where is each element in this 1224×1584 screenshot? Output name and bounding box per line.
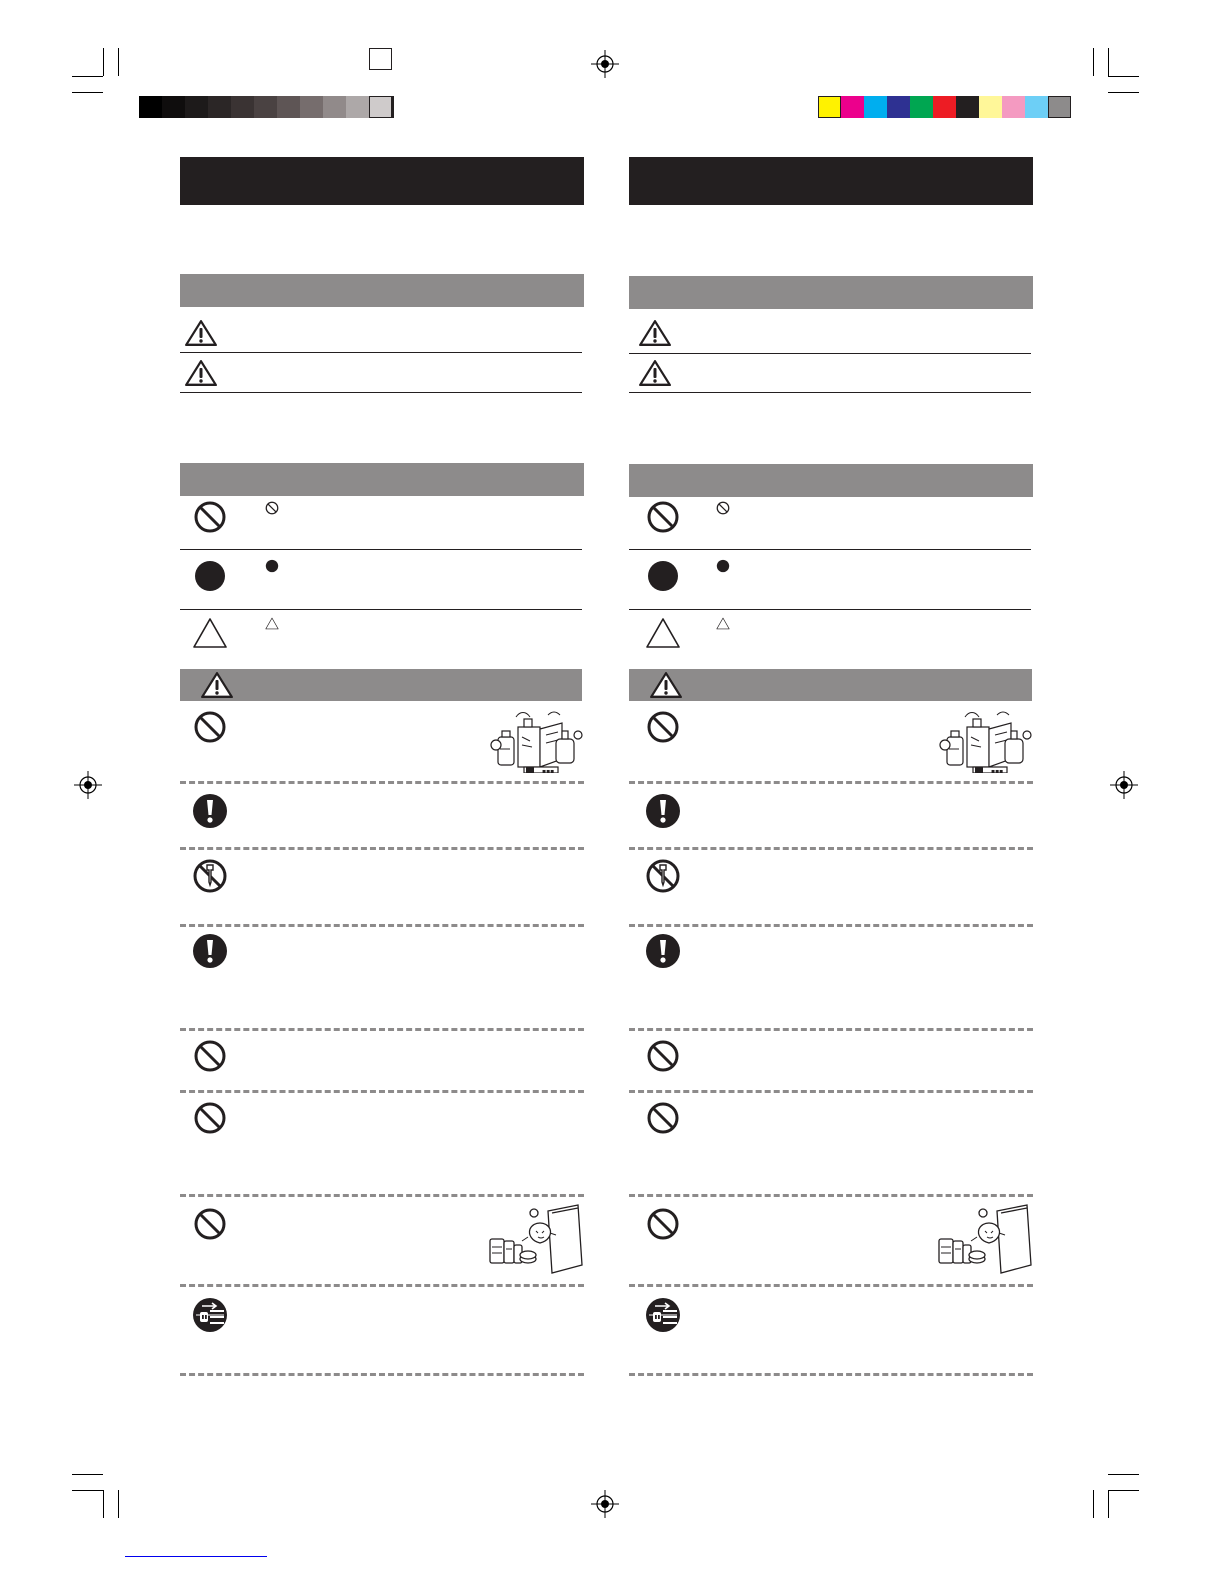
prohibition-icon — [193, 1101, 227, 1135]
registration-mark-icon — [74, 771, 102, 799]
grey-swatch — [185, 96, 208, 118]
row-divider — [629, 353, 1031, 354]
red-swatch — [933, 96, 956, 118]
grey-swatch — [323, 96, 346, 118]
prohibition-small-icon — [265, 501, 279, 515]
prohibition-icon — [646, 500, 680, 534]
grey-swatch — [277, 96, 300, 118]
grey-swatch — [1048, 96, 1071, 118]
item-divider — [629, 1194, 1033, 1197]
item-divider — [629, 847, 1033, 850]
row-divider — [629, 392, 1031, 393]
prohibition-icon — [193, 1039, 227, 1073]
chemicals-illustration — [937, 709, 1033, 773]
caution-header-bar — [180, 669, 582, 701]
fridge-illustration — [931, 1203, 1035, 1275]
mandatory-dot-icon — [646, 559, 680, 593]
prohibition-small-icon — [716, 501, 730, 515]
row-divider — [180, 392, 582, 393]
prohibition-icon — [193, 710, 227, 744]
item-divider — [629, 781, 1033, 784]
warning-triangle-icon — [200, 671, 234, 699]
magenta-swatch — [841, 96, 864, 118]
grey-swatch — [162, 96, 185, 118]
row-divider — [629, 609, 1031, 610]
mandatory-dot-small-icon — [265, 559, 279, 573]
prohibition-icon — [193, 500, 227, 534]
item-divider — [180, 1284, 584, 1287]
green-swatch — [910, 96, 933, 118]
section-header-bar — [629, 276, 1033, 309]
light-yellow-swatch — [979, 96, 1002, 118]
caution-triangle-icon — [645, 617, 681, 649]
cyan-swatch — [864, 96, 887, 118]
mandatory-dot-small-icon — [716, 559, 730, 573]
yellow-swatch — [818, 96, 841, 118]
warning-triangle-icon — [184, 359, 218, 387]
section-header-bar — [180, 274, 584, 307]
caution-triangle-icon — [192, 617, 228, 649]
column-title-bar — [180, 157, 584, 205]
white-swatch — [369, 48, 392, 70]
warning-triangle-icon — [649, 671, 683, 699]
item-divider — [180, 847, 584, 850]
grey-swatch — [369, 96, 392, 118]
unplug-icon — [192, 1297, 228, 1333]
item-divider — [629, 1028, 1033, 1031]
item-divider — [629, 1284, 1033, 1287]
grey-swatch — [208, 96, 231, 118]
exclamation-icon — [192, 933, 228, 969]
color-swatch-strip — [818, 48, 1072, 70]
blue-swatch — [887, 96, 910, 118]
row-divider — [629, 549, 1031, 550]
row-divider — [180, 609, 582, 610]
column-title-bar — [629, 157, 1033, 205]
grey-swatch — [231, 96, 254, 118]
item-divider — [629, 1090, 1033, 1093]
warning-triangle-icon — [638, 319, 672, 347]
caution-triangle-small-icon — [716, 617, 730, 630]
exclamation-icon — [645, 793, 681, 829]
no-disassembly-icon — [645, 858, 681, 894]
warning-triangle-icon — [638, 359, 672, 387]
grey-swatch-strip — [139, 48, 393, 70]
warning-triangle-icon — [184, 319, 218, 347]
item-divider — [629, 924, 1033, 927]
caution-header-bar — [629, 669, 1032, 701]
item-divider — [180, 1194, 584, 1197]
registration-mark-icon — [591, 50, 619, 78]
row-divider — [180, 352, 582, 353]
mandatory-dot-icon — [193, 559, 227, 593]
grey-swatch — [300, 96, 323, 118]
exclamation-icon — [192, 793, 228, 829]
grey-swatch — [346, 96, 369, 118]
row-divider — [180, 549, 582, 550]
registration-mark-icon — [1110, 771, 1138, 799]
item-divider — [180, 1090, 584, 1093]
prohibition-icon — [193, 1207, 227, 1241]
caution-triangle-small-icon — [265, 617, 279, 630]
section-header-bar — [629, 464, 1033, 497]
prohibition-icon — [646, 1207, 680, 1241]
no-disassembly-icon — [192, 858, 228, 894]
light-cyan-swatch — [1025, 96, 1048, 118]
exclamation-icon — [645, 933, 681, 969]
chemicals-illustration — [488, 709, 584, 773]
unplug-icon — [645, 1297, 681, 1333]
section-header-bar — [180, 463, 584, 496]
grey-swatch — [254, 96, 277, 118]
pink-swatch — [1002, 96, 1025, 118]
right-column — [629, 157, 1033, 1387]
item-divider — [180, 1028, 584, 1031]
grey-swatch — [392, 96, 394, 118]
item-divider — [180, 924, 584, 927]
prohibition-icon — [646, 710, 680, 744]
grey-swatch — [139, 96, 162, 118]
left-column — [180, 157, 584, 1387]
prohibition-icon — [646, 1101, 680, 1135]
black-swatch — [956, 96, 979, 118]
item-divider — [180, 781, 584, 784]
fridge-illustration — [482, 1203, 586, 1275]
bottom-link-underline[interactable] — [125, 1556, 267, 1557]
registration-mark-icon — [591, 1490, 619, 1518]
item-divider — [629, 1373, 1033, 1376]
item-divider — [180, 1373, 584, 1376]
prohibition-icon — [646, 1039, 680, 1073]
